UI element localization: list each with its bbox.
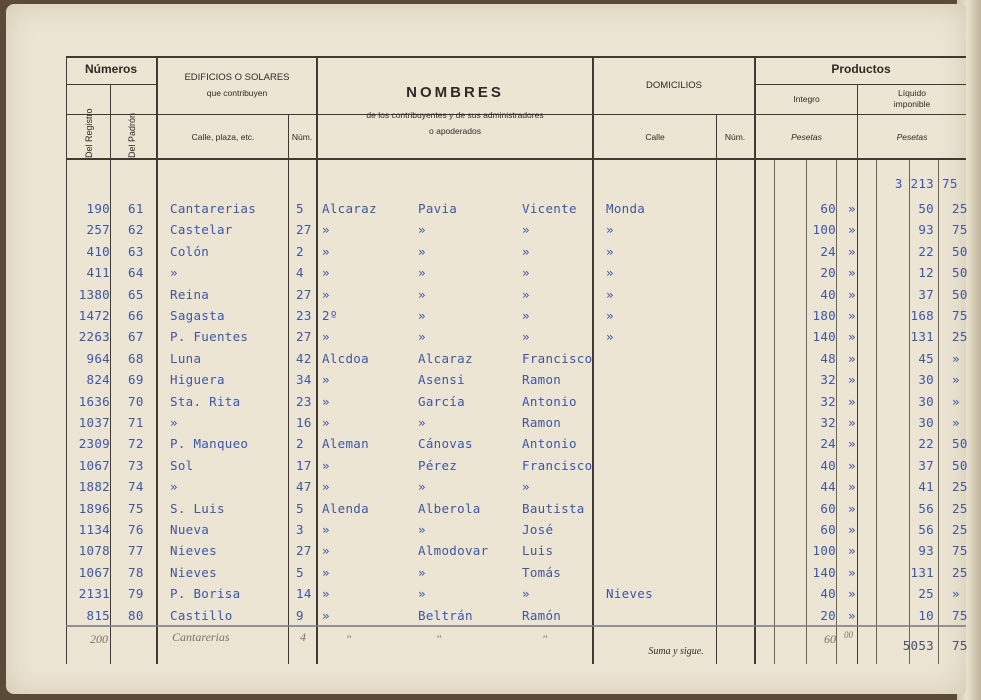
cell-num: 5 <box>296 201 304 216</box>
cell-ic: » <box>848 436 856 452</box>
cell-n3: » <box>522 222 530 238</box>
cell-lc: 25 <box>952 564 968 580</box>
cell-n1: » <box>322 543 330 559</box>
cell-calle: » <box>170 265 178 281</box>
header-liquido: Líquido <box>898 88 926 98</box>
cell-num: 16 <box>296 415 312 430</box>
cell-n2: » <box>418 522 426 537</box>
cell-padron: 63 <box>128 243 144 259</box>
cell-num: 23 <box>296 393 312 409</box>
productos-underline <box>754 84 966 85</box>
cell-integro: 44 <box>820 479 836 495</box>
cell-integro: 20 <box>820 607 836 623</box>
cell-padron: 65 <box>128 286 144 302</box>
hand-n1: " <box>346 632 352 646</box>
cell-registro: 824 <box>86 372 110 388</box>
cell-padron: 68 <box>128 350 144 366</box>
cell-n2: » <box>418 479 426 495</box>
cell-num: 2 <box>296 436 304 452</box>
cell-liquido: 56 <box>918 522 934 537</box>
cell-integro: 24 <box>820 243 836 259</box>
cell-n3: Francisco <box>522 350 593 366</box>
cell-liquido: 37 <box>918 286 934 302</box>
cell-padron: 67 <box>128 329 144 345</box>
cell-n2: » <box>418 286 426 302</box>
header-edificios: EDIFICIOS O SOLARES <box>184 72 290 83</box>
cell-registro: 257 <box>86 222 110 238</box>
cell-liquido: 45 <box>918 350 934 366</box>
cell-ic: » <box>848 522 856 537</box>
cell-liquido: 22 <box>918 243 934 259</box>
cell-registro: 410 <box>86 243 110 259</box>
cell-n3: » <box>522 308 530 323</box>
cell-calle: Luna <box>170 350 202 366</box>
cell-dom: Monda <box>606 201 646 216</box>
cell-liquido: 37 <box>918 457 934 473</box>
cell-padron: 74 <box>128 479 144 495</box>
cell-integro: 24 <box>820 436 836 452</box>
cell-registro: 2263 <box>78 329 110 345</box>
cell-n2: » <box>418 586 426 602</box>
header-numeros: Números <box>84 62 137 76</box>
cell-lc: 25 <box>952 500 968 516</box>
cell-ic: » <box>848 329 856 345</box>
cell-dom: Nieves <box>606 586 653 602</box>
cell-lc: » <box>952 350 960 366</box>
table-row <box>6 458 966 479</box>
cell-ic: » <box>848 607 856 623</box>
cell-num: 2 <box>296 243 304 259</box>
cell-calle: Nieves <box>170 564 217 580</box>
cell-ic: » <box>848 201 856 216</box>
cell-n1: Alcaraz <box>322 201 377 216</box>
cell-integro: 60 <box>820 201 836 216</box>
header-dom-calle: Calle <box>645 132 665 142</box>
table-row <box>6 436 966 457</box>
strike-through-line <box>66 625 966 627</box>
cell-n2: García <box>418 393 465 409</box>
ledger-page <box>6 4 966 694</box>
cell-n1: » <box>322 415 330 430</box>
cell-num: 27 <box>296 329 312 345</box>
cell-ic: » <box>848 586 856 602</box>
cell-padron: 72 <box>128 436 144 452</box>
cell-n2: » <box>418 415 426 430</box>
table-row <box>6 201 966 222</box>
cell-integro: 60 <box>820 500 836 516</box>
cell-n2: Asensi <box>418 372 465 388</box>
cell-n3: Antonio <box>522 393 577 409</box>
cell-integro: 40 <box>820 286 836 302</box>
cell-registro: 964 <box>86 350 110 366</box>
cell-integro: 180 <box>812 308 836 323</box>
cell-calle: Sagasta <box>170 308 225 323</box>
cell-integro: 140 <box>812 564 836 580</box>
cell-liquido: 10 <box>918 607 934 623</box>
cell-n1: » <box>322 265 330 281</box>
cell-num: 42 <box>296 350 312 366</box>
cell-n1: » <box>322 457 330 473</box>
cell-n3: Ramon <box>522 415 562 430</box>
cell-ic: » <box>848 222 856 238</box>
cell-n1: » <box>322 243 330 259</box>
header-domicilios: DOMICILIOS <box>646 80 702 91</box>
cell-registro: 1380 <box>78 286 110 302</box>
hand-integro: 60 <box>824 632 836 646</box>
cell-registro: 1078 <box>78 543 110 559</box>
table-row <box>6 308 966 329</box>
cell-calle: P. Fuentes <box>170 329 249 345</box>
header-dom-num: Núm. <box>724 132 746 142</box>
cell-num: 14 <box>296 586 312 602</box>
header-calle-plaza: Calle, plaza, etc. <box>191 132 255 142</box>
header-nombres: NOMBRES <box>406 84 504 101</box>
cell-dom: » <box>606 308 614 323</box>
cell-n2: Cánovas <box>418 436 473 452</box>
table-row <box>6 479 966 500</box>
cell-n1: » <box>322 372 330 388</box>
cell-n3: Ramón <box>522 607 562 623</box>
cell-n2: Beltrán <box>418 607 473 623</box>
cell-liquido: 12 <box>918 265 934 281</box>
cell-integro: 40 <box>820 457 836 473</box>
hand-registro: 200 <box>90 632 108 646</box>
cell-lc: 75 <box>952 222 968 238</box>
cell-num: 17 <box>296 457 312 473</box>
cell-n1: » <box>322 522 330 537</box>
cell-num: 27 <box>296 222 312 238</box>
cell-n3: José <box>522 522 554 537</box>
table-row <box>6 394 966 415</box>
cell-ic: » <box>848 350 856 366</box>
header-imponible: imponible <box>893 99 931 109</box>
cell-n3: Tomás <box>522 564 562 580</box>
cell-integro: 20 <box>820 265 836 281</box>
cell-registro: 1882 <box>78 479 110 495</box>
cell-n3: » <box>522 243 530 259</box>
header-nombres-sub2: o apoderados <box>429 126 481 136</box>
cell-liquido: 131 <box>910 564 934 580</box>
header-del-registro: Del Registro <box>84 108 94 158</box>
cell-ic: » <box>848 543 856 559</box>
hand-liquido: 5053 <box>902 638 934 653</box>
cell-num: 5 <box>296 564 304 580</box>
cell-lc: » <box>952 415 960 430</box>
cell-lc: » <box>952 372 960 388</box>
cell-lc: 50 <box>952 457 968 473</box>
cell-registro: 1067 <box>78 564 110 580</box>
cell-registro: 411 <box>86 265 110 281</box>
cell-integro: 40 <box>820 586 836 602</box>
cell-num: 27 <box>296 286 312 302</box>
cell-num: 5 <box>296 500 304 516</box>
cell-calle: Colón <box>170 243 210 259</box>
cell-lc: 75 <box>952 543 968 559</box>
cell-n3: Vicente <box>522 201 577 216</box>
header-pesetas-liquido: Pesetas <box>896 132 928 142</box>
table-row <box>6 351 966 372</box>
cell-num: 34 <box>296 372 312 388</box>
cell-n1: » <box>322 329 330 345</box>
table-row <box>6 372 966 393</box>
header-productos: Productos <box>831 62 891 76</box>
cell-padron: 62 <box>128 222 144 238</box>
cell-lc: 50 <box>952 436 968 452</box>
cell-integro: 48 <box>820 350 836 366</box>
cell-registro: 1896 <box>78 500 110 516</box>
cell-calle: Reina <box>170 286 210 302</box>
cell-num: 47 <box>296 479 312 495</box>
cell-num: 3 <box>296 522 304 537</box>
cell-n2: » <box>418 265 426 281</box>
header-bottom-rule <box>66 158 966 160</box>
cell-liquido: 30 <box>918 415 934 430</box>
cell-liquido: 41 <box>918 479 934 495</box>
cell-integro: 100 <box>812 543 836 559</box>
hand-calle: Cantarerias <box>172 630 230 644</box>
cell-n2: » <box>418 329 426 345</box>
table-row <box>6 287 966 308</box>
cell-num: 27 <box>296 543 312 559</box>
numeros-underline <box>66 84 156 85</box>
cell-integro: 32 <box>820 393 836 409</box>
cell-ic: » <box>848 479 856 495</box>
cell-ic: » <box>848 372 856 388</box>
cell-n2: Pavia <box>418 201 458 216</box>
cell-lc: 50 <box>952 286 968 302</box>
hand-num: 4 <box>300 630 306 644</box>
cell-n3: » <box>522 329 530 345</box>
header-num: Núm. <box>291 132 313 142</box>
cell-registro: 1134 <box>78 522 110 537</box>
cell-registro: 190 <box>86 201 110 216</box>
cell-padron: 76 <box>128 522 144 537</box>
cell-dom: » <box>606 243 614 259</box>
cell-integro: 32 <box>820 372 836 388</box>
cell-padron: 69 <box>128 372 144 388</box>
header-pesetas-integro: Pesetas <box>791 132 822 142</box>
cell-padron: 64 <box>128 265 144 281</box>
header-del-padron: Del Padrón <box>127 112 137 158</box>
cell-calle: Nueva <box>170 522 210 537</box>
cell-ic: » <box>848 286 856 302</box>
cell-integro: 140 <box>812 329 836 345</box>
cell-calle: S. Luis <box>170 500 225 516</box>
cell-n3: Francisco <box>522 457 593 473</box>
cell-ic: » <box>848 243 856 259</box>
cell-calle: Higuera <box>170 372 225 388</box>
cell-n3: Bautista <box>522 500 585 516</box>
table-row <box>6 522 966 543</box>
table-row <box>6 329 966 350</box>
cell-integro: 100 <box>812 222 836 238</box>
hand-n2: " <box>436 632 442 646</box>
cell-calle: Cantarerias <box>170 201 257 216</box>
cell-calle: Sta. Rita <box>170 393 241 409</box>
cell-lc: 75 <box>952 607 968 623</box>
cell-registro: 1037 <box>78 415 110 430</box>
cell-lc: 50 <box>952 265 968 281</box>
cell-ic: » <box>848 564 856 580</box>
cell-n2: Almodovar <box>418 543 489 559</box>
table-row <box>6 501 966 522</box>
cell-n3: Luis <box>522 543 554 559</box>
cell-calle: P. Borisa <box>170 586 241 602</box>
table-row <box>6 244 966 265</box>
cell-n1: » <box>322 586 330 602</box>
header-nombres-sub1: de los contribuyentes y de sus administradores <box>366 110 544 120</box>
cell-ic: » <box>848 265 856 281</box>
cell-dom: » <box>606 329 614 345</box>
hand-liquido-cents: 75 <box>952 638 968 653</box>
cell-registro: 2131 <box>78 586 110 602</box>
cell-padron: 78 <box>128 564 144 580</box>
cell-registro: 1472 <box>78 308 110 323</box>
cell-ic: » <box>848 393 856 409</box>
hand-integro-cents: 00 <box>844 630 853 640</box>
cell-ic: » <box>848 500 856 516</box>
cell-liquido: 30 <box>918 372 934 388</box>
cell-calle: P. Manqueo <box>170 436 249 452</box>
cell-liquido: 93 <box>918 543 934 559</box>
cell-n2: Pérez <box>418 457 458 473</box>
cell-registro: 2309 <box>78 436 110 452</box>
top-rule <box>66 56 966 58</box>
cell-calle: » <box>170 415 178 430</box>
cell-lc: 50 <box>952 243 968 259</box>
cell-integro: 60 <box>820 522 836 537</box>
cell-lc: 25 <box>952 479 968 495</box>
cell-liquido: 131 <box>910 329 934 345</box>
cell-liquido: 168 <box>910 308 934 323</box>
carried-forward-pesetas: 3 213 <box>894 176 934 191</box>
cell-lc: » <box>952 393 960 409</box>
cell-n1: Alcdoa <box>322 350 369 366</box>
cell-lc: » <box>952 586 960 602</box>
cell-n2: » <box>418 308 426 323</box>
table-row <box>6 565 966 586</box>
cell-n2: » <box>418 243 426 259</box>
cell-liquido: 30 <box>918 393 934 409</box>
header-integro: Integro <box>793 94 820 104</box>
cell-ic: » <box>848 415 856 430</box>
cell-n3: » <box>522 265 530 281</box>
cell-calle: Sol <box>170 457 194 473</box>
cell-n1: » <box>322 286 330 302</box>
cell-n1: » <box>322 607 330 623</box>
cell-registro: 1067 <box>78 457 110 473</box>
cell-dom: » <box>606 265 614 281</box>
cell-registro: 1636 <box>78 393 110 409</box>
cell-n1: » <box>322 222 330 238</box>
cell-n1: » <box>322 479 330 495</box>
cell-ic: » <box>848 457 856 473</box>
cell-padron: 79 <box>128 586 144 602</box>
cell-liquido: 50 <box>918 201 934 216</box>
cell-n2: » <box>418 564 426 580</box>
table-row <box>6 222 966 243</box>
cell-ic: » <box>848 308 856 323</box>
cell-dom: » <box>606 222 614 238</box>
cell-n2: » <box>418 222 426 238</box>
table-row <box>6 265 966 286</box>
cell-n3: » <box>522 479 530 495</box>
cell-padron: 77 <box>128 543 144 559</box>
cell-calle: Nieves <box>170 543 217 559</box>
cell-num: 23 <box>296 308 312 323</box>
header-edificios-sub: que contribuyen <box>206 88 268 98</box>
cell-lc: 25 <box>952 329 968 345</box>
cell-lc: 75 <box>952 308 968 323</box>
hand-n3: " <box>542 632 548 646</box>
cell-n1: Alenda <box>322 500 369 516</box>
cell-liquido: 93 <box>918 222 934 238</box>
table-row <box>6 543 966 564</box>
cell-calle: » <box>170 479 178 495</box>
cell-liquido: 25 <box>918 586 934 602</box>
cell-n3: » <box>522 286 530 302</box>
cell-lc: 25 <box>952 522 968 537</box>
cell-padron: 75 <box>128 500 144 516</box>
cell-calle: Castelar <box>170 222 233 238</box>
cell-registro: 815 <box>86 607 110 623</box>
cell-n3: Ramon <box>522 372 562 388</box>
cell-n2: Alberola <box>418 500 481 516</box>
cell-num: 4 <box>296 265 304 281</box>
table-row <box>6 586 966 607</box>
cell-num: 9 <box>296 607 304 623</box>
cell-n2: Alcaraz <box>418 350 473 366</box>
cell-liquido: 22 <box>918 436 934 452</box>
cell-lc: 25 <box>952 201 968 216</box>
cell-n1: » <box>322 564 330 580</box>
carried-forward-cents: 75 <box>942 176 958 191</box>
cell-padron: 73 <box>128 457 144 473</box>
cell-n3: » <box>522 586 530 602</box>
cell-padron: 80 <box>128 607 144 623</box>
table-row <box>6 415 966 436</box>
cell-n3: Antonio <box>522 436 577 452</box>
cell-padron: 70 <box>128 393 144 409</box>
cell-padron: 71 <box>128 415 144 430</box>
cell-padron: 66 <box>128 308 144 323</box>
cell-integro: 32 <box>820 415 836 430</box>
suma-y-sigue: Suma y sigue. <box>648 646 704 657</box>
cell-n1: Aleman <box>322 436 369 452</box>
cell-n1: » <box>322 393 330 409</box>
cell-dom: » <box>606 286 614 302</box>
cell-n1: 2º <box>322 308 338 323</box>
cell-calle: Castillo <box>170 607 233 623</box>
cell-padron: 61 <box>128 201 144 216</box>
cell-liquido: 56 <box>918 500 934 516</box>
